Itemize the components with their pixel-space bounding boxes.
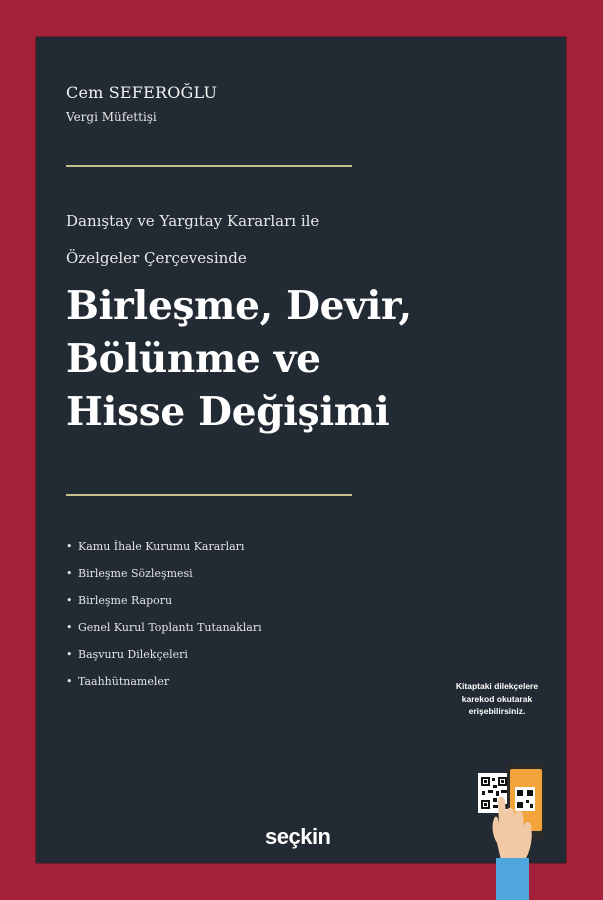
- book-title: [66, 280, 412, 439]
- feature-item: • Taahhütnameler: [66, 674, 262, 701]
- subtitle-line-2: Özelgeler Çerçevesinde: [66, 249, 247, 267]
- feature-list: [66, 539, 262, 701]
- qr-note-line-1: Kitaptaki dilekçelere: [455, 681, 539, 691]
- book-title-line-1: Birleşme, Devir,: [66, 283, 412, 329]
- publisher-logo: seçkin: [265, 824, 331, 849]
- qr-note: [436, 680, 558, 718]
- book-title-line-2: Bölünme ve: [66, 336, 321, 382]
- book-title-line-3: Hisse Değişimi: [66, 389, 390, 435]
- qr-code-icon: [478, 773, 511, 813]
- qr-phone-illustration: [441, 725, 561, 900]
- feature-item: • Genel Kurul Toplantı Tutanakları: [66, 620, 262, 647]
- author-name: Cem SEFEROĞLU: [66, 83, 218, 102]
- author-title: Vergi Müfettişi: [66, 110, 157, 124]
- qr-note-line-2: karekod okutarak: [461, 693, 533, 704]
- top-divider: [66, 165, 352, 167]
- feature-item: • Başvuru Dilekçeleri: [66, 647, 262, 674]
- feature-item: • Kamu İhale Kurumu Kararları: [66, 539, 262, 566]
- feature-item: • Birleşme Sözleşmesi: [66, 566, 262, 593]
- subtitle-line-1: Danıştay ve Yargıtay Kararları ile: [66, 212, 320, 230]
- feature-item: • Birleşme Raporu: [66, 593, 262, 620]
- qr-note-line-3: erişebilirsiniz.: [468, 706, 526, 716]
- bottom-divider: [66, 494, 352, 496]
